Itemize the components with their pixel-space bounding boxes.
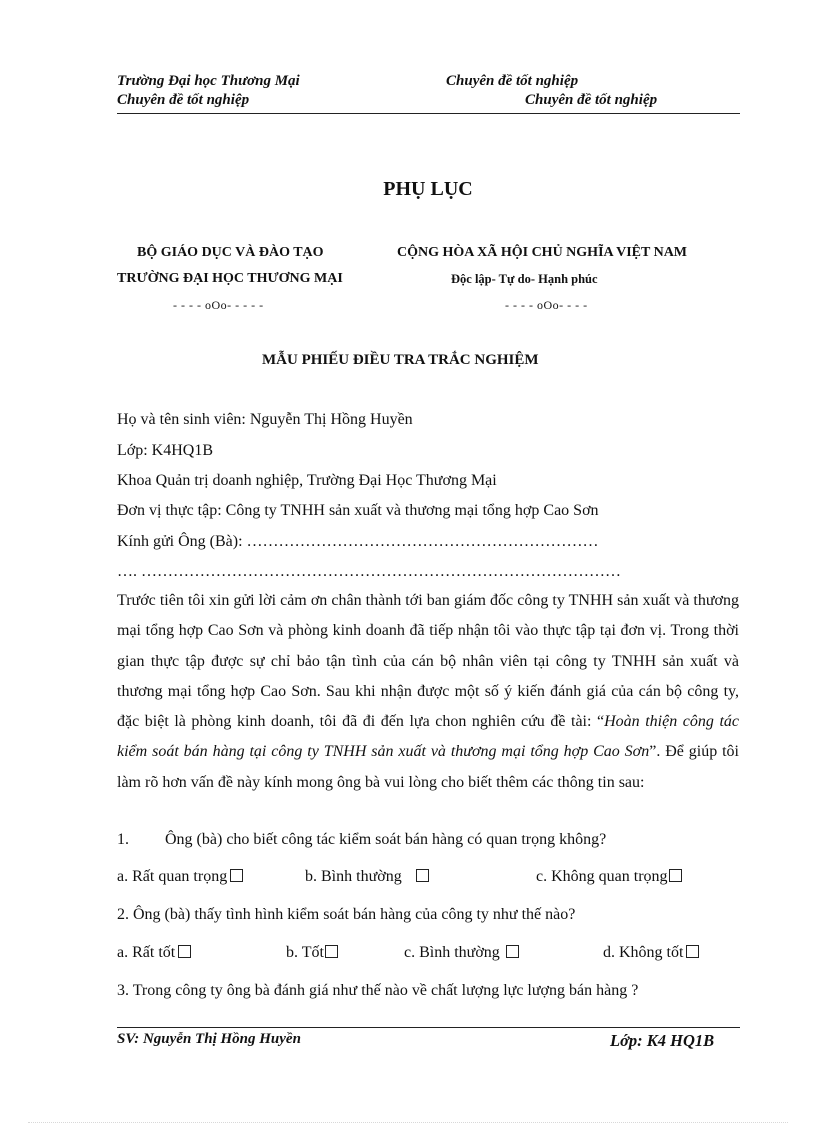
q1-option-b[interactable]: b. Bình thường [305,861,429,892]
q2-option-d[interactable]: d. Không tốt [603,937,699,968]
form-title: MẪU PHIẾU ĐIỀU TRA TRẮC NGHIỆM [262,352,539,368]
right-separator: - - - - oOo- - - - [505,298,588,312]
q2-option-c[interactable]: c. Bình thường [404,937,519,968]
footer-class: Lớp: K4 HQ1B [610,1031,715,1050]
recipient-line: Kính gửi Ông (Bà): ………………………………………………………… [117,533,599,550]
page-title: PHỤ LỤC [383,178,473,200]
intro-topic: Hoàn thiện công tác kiểm soát bán hàng tại công ty TNHH sản xuất và thương mại tổng hợp Cao Sơn [117,713,739,761]
header-rule [117,113,740,114]
q2-text: 2. Ông (bà) thấy tình hình kiểm soát bán hàng của công ty như thế nào? [117,906,576,923]
q3-text: 3. Trong công ty ông bà đánh giá như thế nào về chất lượng lực lượng bán hàng ? [117,982,639,999]
header-school: Trường Đại học Thương Mại [117,73,300,89]
university-name: TRƯỜNG ĐẠI HỌC THƯƠNG MẠI [117,271,343,286]
republic-name: CỘNG HÒA XÃ HỘI CHỦ NGHĨA VIỆT NAM [397,245,688,260]
header-topic-2: Chuyên đề tốt nghiệp [117,92,250,108]
q1-option-a[interactable]: a. Rất quan trọng [117,861,243,892]
q1-option-c[interactable]: c. Không quan trọng [536,861,682,892]
ministry-name: BỘ GIÁO DỤC VÀ ĐÀO TẠO [137,245,324,260]
checkbox[interactable] [506,945,519,958]
checkbox[interactable] [230,869,243,882]
intro-text-1: Trước tiên tôi xin gửi lời cảm ơn chân thành tới ban giám đốc công ty TNHH sản xuất và thương mại tổng hợp Cao Sơn và phòng kinh doanh đã tiếp nhận tôi vào thực tập tại đơn vị. Trong thời gian thực tập được sự chỉ bảo tận tình của cán bộ nhân viên tại công ty TNHH sản xuất và thương mại tổng hợp Cao Sơn. Sau khi nhận được một số ý kiến đánh giá của cán bộ công ty, đặc biệt là phòng kinh doanh, tôi đã đi đến lựa chon nghiên cứu đề tài: “ [117,592,739,731]
q1-number: 1. [117,831,129,848]
checkbox[interactable] [686,945,699,958]
checkbox[interactable] [325,945,338,958]
q2-option-b[interactable]: b. Tốt [286,937,338,968]
q1-text: Ông (bà) cho biết công tác kiểm soát bán hàng có quan trọng không? [165,831,607,848]
faculty-line: Khoa Quản trị doanh nghiệp, Trường Đại Học Thương Mại [117,472,497,489]
footer-rule [117,1027,740,1028]
student-name-line: Họ và tên sinh viên: Nguyễn Thị Hồng Huyền [117,411,413,428]
checkbox[interactable] [669,869,682,882]
intro-text-2: ”. Để giúp tôi làm rõ hơn vấn đề này kính mong ông bà vui lòng cho biết thêm các thông tin sau: [117,743,740,791]
recipient-dots-line: …. ……………………………………………………………………………… [117,563,621,580]
checkbox[interactable] [178,945,191,958]
class-line: Lớp: K4HQ1B [117,442,214,459]
footer-student: SV: Nguyễn Thị Hồng Huyền [117,1031,301,1047]
intro-paragraph [117,586,739,798]
header-topic-3: Chuyên đề tốt nghiệp [525,92,658,108]
header-topic-1: Chuyên đề tốt nghiệp [446,73,579,89]
q2-option-a[interactable]: a. Rất tốt [117,937,191,968]
motto: Độc lập- Tự do- Hạnh phúc [451,272,598,286]
left-separator: - - - - oOo- - - - - [173,298,264,312]
internship-unit-line: Đơn vị thực tập: Công ty TNHH sản xuất và thương mại tổng hợp Cao Sơn [117,502,599,519]
checkbox[interactable] [416,869,429,882]
